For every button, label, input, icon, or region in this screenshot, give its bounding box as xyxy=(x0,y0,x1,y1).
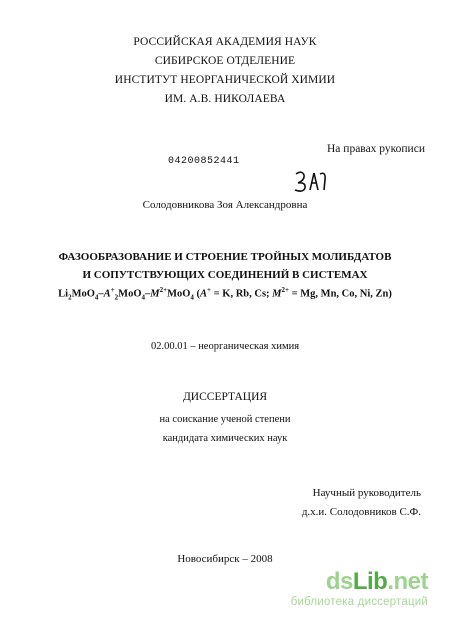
organization-header xyxy=(0,33,450,109)
org-line-institute: ИНСТИТУТ НЕОРГАНИЧЕСКОЙ ХИМИИ xyxy=(114,74,336,86)
dissertation-title xyxy=(0,248,450,284)
manuscript-rights: На правах рукописи xyxy=(327,143,425,155)
formula-eq2: = Mg, Mn, Co, Ni, Zn) xyxy=(289,288,392,300)
degree-line-1: на соискание ученой степени xyxy=(159,414,291,425)
formula-moo-a: MoO xyxy=(71,288,95,300)
degree-line-2: кандидата химических наук xyxy=(162,433,288,444)
watermark-tagline: библиотека диссертаций xyxy=(290,596,428,608)
formula-dash-a: – xyxy=(98,288,104,300)
watermark xyxy=(291,568,428,608)
formula-m2: M xyxy=(272,288,282,300)
title-line-1: ФАЗООБРАЗОВАНИЕ И СТРОЕНИЕ ТРОЙНЫХ МОЛИБДАТОВ xyxy=(58,251,392,263)
formula-four-b: 4 xyxy=(141,293,145,302)
formula-a-sup: + xyxy=(110,286,115,294)
watermark-brand xyxy=(291,568,428,596)
catalog-code: 04200852441 xyxy=(168,156,240,167)
formula-a-sub: 2 xyxy=(114,293,119,302)
formula-m-sup: 2+ xyxy=(159,286,168,294)
author-name: Солодовникова Зоя Александровна xyxy=(142,199,308,211)
org-line-named-after: ИМ. А.В. НИКОЛАЕВА xyxy=(164,93,286,105)
formula-moo-b: MoO xyxy=(118,288,142,300)
title-formula xyxy=(0,286,450,302)
formula-a2: A xyxy=(200,288,208,300)
supervisor-name: д.х.и. Солодовников С.Ф. xyxy=(301,506,421,518)
formula-dash-b: – xyxy=(144,288,151,300)
city-year: Новосибирск – 2008 xyxy=(177,553,273,565)
formula-li-sub: 2 xyxy=(68,293,72,302)
signature-mark xyxy=(292,168,332,194)
formula-paren: ( xyxy=(193,288,201,300)
formula-eq1: = K, Rb, Cs; xyxy=(211,288,273,300)
watermark-brand-b: Lib xyxy=(352,568,388,595)
formula-m: M xyxy=(150,288,160,300)
dissertation-heading: ДИССЕРТАЦИЯ xyxy=(182,391,268,403)
dissertation-degree xyxy=(0,410,450,448)
org-line-academy: РОССИЙСКАЯ АКАДЕМИЯ НАУК xyxy=(133,36,317,48)
watermark-brand-a: ds xyxy=(325,568,353,595)
formula-a2-sup: + xyxy=(207,286,212,294)
formula-four-c: 4 xyxy=(190,293,194,302)
org-line-branch: СИБИРСКОЕ ОТДЕЛЕНИЕ xyxy=(154,55,296,67)
formula-m2-sup: 2+ xyxy=(281,286,290,294)
supervisor-block xyxy=(302,484,421,522)
formula-moo-c: MoO xyxy=(167,288,191,300)
supervisor-label: Научный руководитель xyxy=(312,487,421,499)
formula-li: Li xyxy=(58,288,69,300)
formula-four-a: 4 xyxy=(94,293,99,302)
title-line-2: И СОПУТСТВУЮЩИХ СОЕДИНЕНИЙ В СИСТЕМАХ xyxy=(82,269,368,281)
watermark-brand-c: .net xyxy=(387,568,428,595)
specialty-code: 02.00.01 – неорганическая химия xyxy=(150,341,300,352)
formula-a: A xyxy=(103,288,111,300)
